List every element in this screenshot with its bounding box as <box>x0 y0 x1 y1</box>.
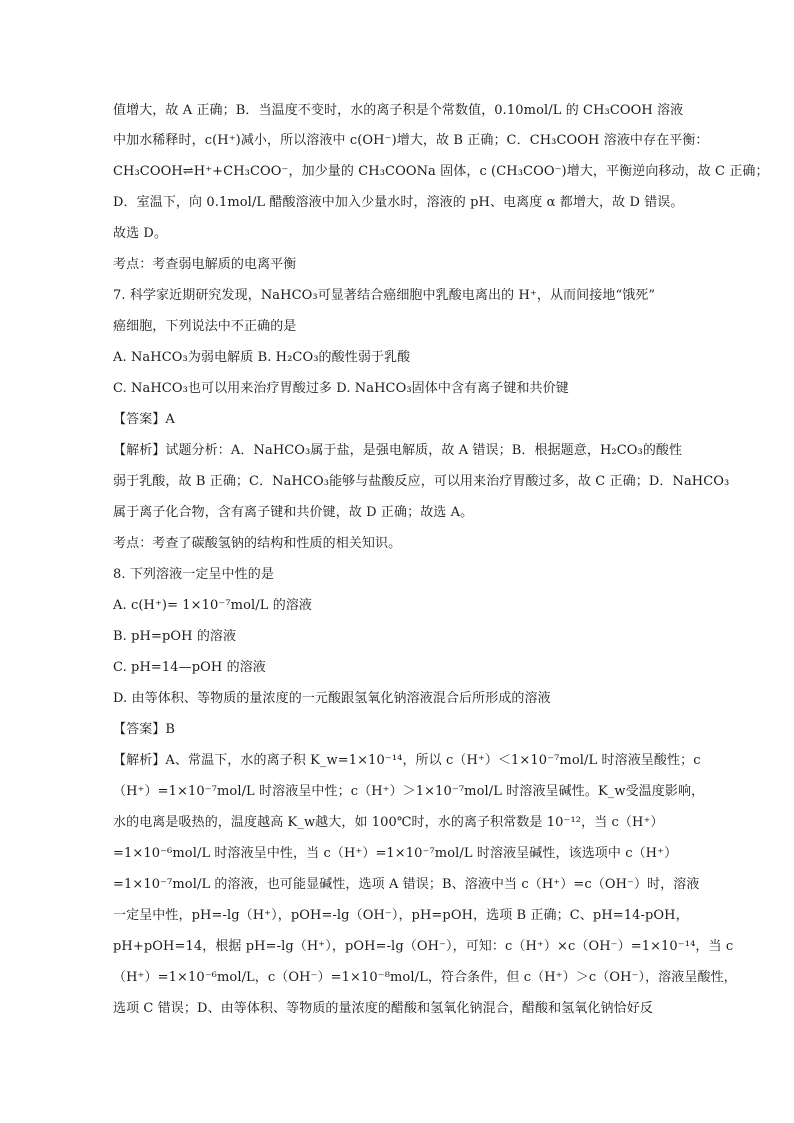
analysis-8-line-6: 一定呈中性，pH=-lg（H⁺），pOH=-lg（OH⁻），pH=pOH，选项 B 正确；C、pH=14-pOH， <box>113 908 689 923</box>
keypoint-7: 考点：考查了碳酸氢钠的结构和性质的相关知识。 <box>113 536 402 551</box>
text-line-5: 故选 D。 <box>113 226 168 241</box>
analysis-8-line-9: 选项 C 错误；D、由等体积、等物质的量浓度的醋酸和氢氧化钠混合，醋酸和氢氧化钠恰好反 <box>113 1001 653 1016</box>
text-line-2: 中加水稀释时，c(H⁺)减小，所以溶液中 c(OH⁻)增大，故 B 正确；C．CH₃COOH 溶液中存在平衡： <box>113 133 709 148</box>
analysis-7-line-2: 弱于乳酸，故 B 正确；C．NaHCO₃能够与盐酸反应，可以用来治疗胃酸过多，故 C 正确；D．NaHCO₃ <box>113 474 730 489</box>
analysis-8-line-8: （H⁺）=1×10⁻⁶mol/L，c（OH⁻）=1×10⁻⁸mol/L，符合条件，但 c（H⁺）＞c（OH⁻），溶液呈酸性， <box>113 970 737 985</box>
text-line-4: D．室温下，向 0.1mol/L 醋酸溶液中加入少量水时，溶液的 pH、电离度 α 都增大，故 D 错误。 <box>113 195 684 210</box>
keypoint-line: 考点：考查弱电解质的电离平衡 <box>113 257 297 272</box>
question-8-option-b: B. pH=pOH 的溶液 <box>113 629 237 644</box>
analysis-7-line-1: 【解析】试题分析：A．NaHCO₃属于盐，是强电解质，故 A 错误；B．根据题意，H₂CO₃的酸性 <box>113 443 683 458</box>
text-line-1: 值增大，故 A 正确；B．当温度不变时，水的离子积是个常数值，0.10mol/L 的 CH₃COOH 溶液 <box>113 103 684 118</box>
question-7-options-ab: A. NaHCO₃为弱电解质 B. H₂CO₃的酸性弱于乳酸 <box>113 350 411 365</box>
question-8-option-d: D. 由等体积、等物质的量浓度的一元酸跟氢氧化钠溶液混合后所形成的溶液 <box>113 691 551 706</box>
analysis-8-line-7: pH+pOH=14，根据 pH=-lg（H⁺），pOH=-lg（OH⁻），可知：c（H⁺）×c（OH⁻）=1×10⁻¹⁴，当 c <box>113 939 734 954</box>
answer-7: 【答案】A <box>113 412 175 427</box>
question-7-line-1: 7. 科学家近期研究发现，NaHCO₃可显著结合癌细胞中乳酸电离出的 H⁺，从而间接地“饿死” <box>113 288 656 303</box>
analysis-7-line-3: 属于离子化合物，含有离子键和共价键，故 D 正确；故选 A。 <box>113 505 474 520</box>
text-line-3: CH₃COOH⇌H⁺+CH₃COO⁻，加少量的 CH₃COONa 固体，c (CH₃COO⁻)增大，平衡逆向移动，故 C 正确； <box>113 164 769 179</box>
question-7-options-cd: C. NaHCO₃也可以用来治疗胃酸过多 D. NaHCO₃固体中含有离子键和共价键 <box>113 381 569 396</box>
analysis-8-line-2: （H⁺）=1×10⁻⁷mol/L 时溶液呈中性；c（H⁺）＞1×10⁻⁷mol/L 时溶液呈碱性。K_w受温度影响， <box>113 784 705 799</box>
question-7-line-2: 癌细胞，下列说法中不正确的是 <box>113 319 297 334</box>
analysis-8-line-1: 【解析】A、常温下，水的离子积 K_w=1×10⁻¹⁴，所以 c（H⁺）＜1×10⁻⁷mol/L 时溶液呈酸性；c <box>113 753 701 768</box>
question-8-stem: 8. 下列溶液一定呈中性的是 <box>113 567 274 582</box>
analysis-8-line-4: =1×10⁻⁶mol/L 时溶液呈中性，当 c（H⁺）=1×10⁻⁷mol/L 时溶液呈碱性，该选项中 c（H⁺） <box>113 846 678 861</box>
question-8-option-a: A. c(H⁺)= 1×10⁻⁷mol/L 的溶液 <box>113 598 313 613</box>
analysis-8-line-5: =1×10⁻⁷mol/L 的溶液，也可能显碱性，选项 A 错误；B、溶液中当 c（H⁺）=c（OH⁻）时，溶液 <box>113 877 700 892</box>
answer-8: 【答案】B <box>113 722 176 737</box>
analysis-8-line-3: 水的电离是吸热的，温度越高 K_w越大，如 100℃时，水的离子积常数是 10⁻¹²，当 c（H⁺） <box>113 815 664 830</box>
question-8-option-c: C. pH=14—pOH 的溶液 <box>113 660 266 675</box>
